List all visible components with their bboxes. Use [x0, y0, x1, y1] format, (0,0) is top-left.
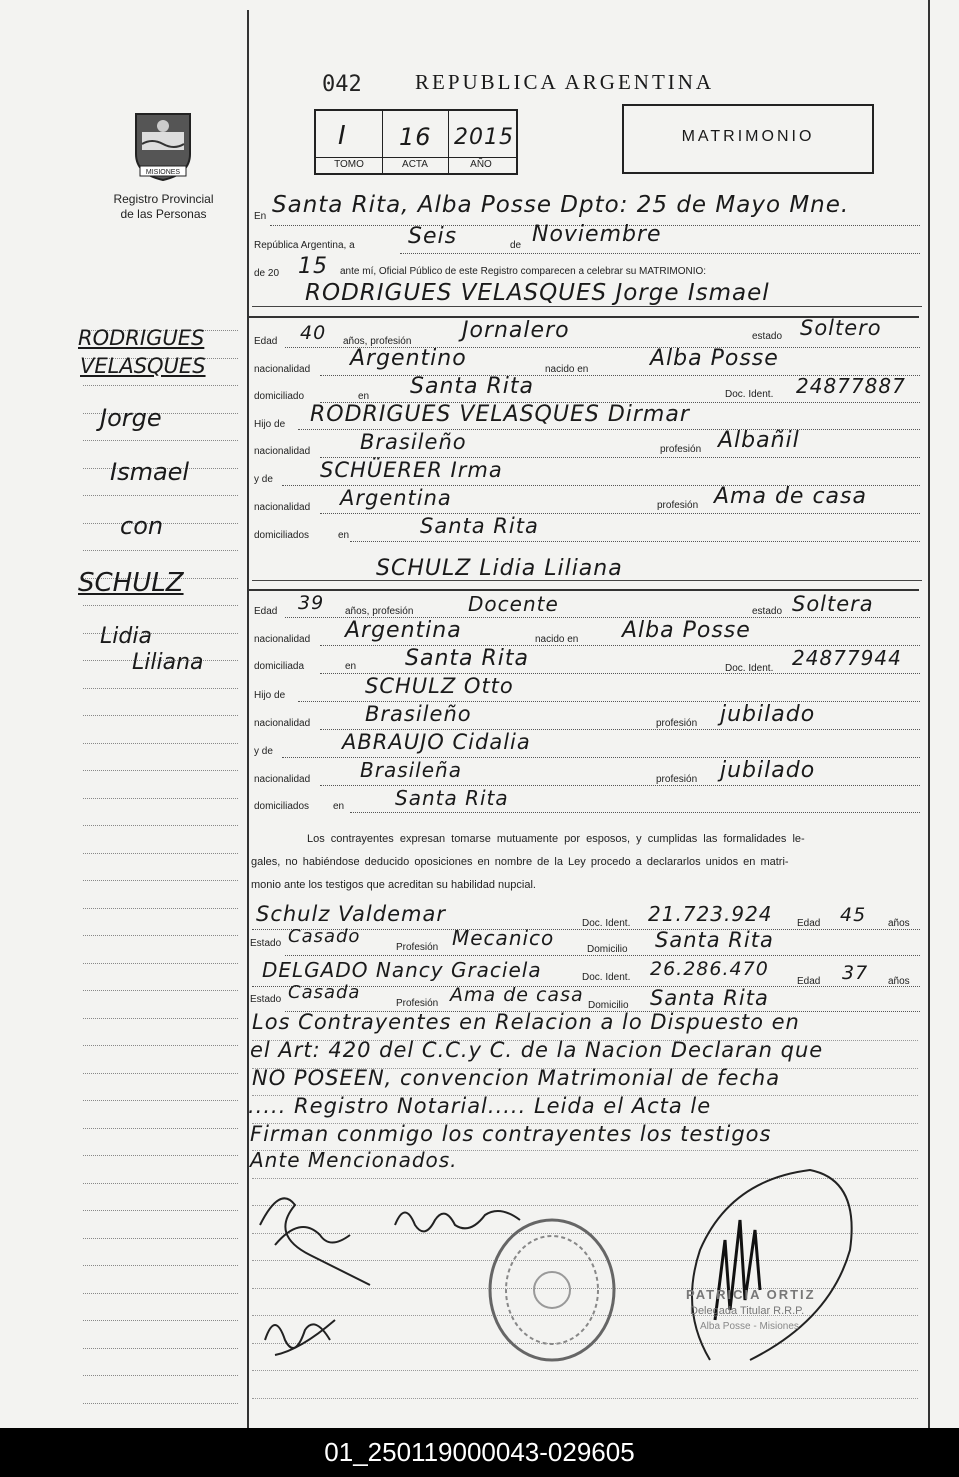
month-de-label: de: [510, 240, 522, 251]
bride-doc-label: Doc. Ident.: [725, 663, 774, 674]
margin-rule-line: [83, 1018, 238, 1019]
groom-hijo-label: Hijo de: [254, 419, 286, 430]
bride-mother: ABRAUJO Cidalia: [342, 730, 531, 754]
page-left-border: [247, 10, 249, 1428]
bride-father-nat: Brasileño: [365, 702, 472, 726]
groom-mother: SCHÜERER Irma: [320, 458, 503, 482]
groom-mother-nat: Argentina: [340, 486, 452, 510]
groom-nac-label: nacionalidad: [254, 364, 311, 375]
witness2-anos-label: años: [888, 976, 910, 987]
groom-parents-dom: Santa Rita: [420, 514, 539, 538]
margin-rule-line: [83, 1238, 238, 1239]
bride-edad-label: Edad: [254, 606, 278, 617]
note-line-5: Firman conmigo los contrayentes los testigos: [250, 1122, 772, 1146]
bride-full-name: SCHULZ Lidia Liliana: [376, 556, 623, 581]
place: Santa Rita, Alba Posse Dpto: 25 de Mayo Mne.: [272, 192, 850, 218]
groom-estado-label: estado: [752, 331, 783, 342]
margin-con: con: [120, 512, 164, 540]
tomo-acta-box: [314, 109, 518, 175]
declaration-line-2: gales, no habiéndose deducido oposiciones en nombre de la Ley procedo a declararlos unidos en matri-: [251, 856, 789, 868]
country-title: REPUBLICA ARGENTINA: [415, 70, 715, 94]
note-line-4: ..... Registro Notarial..... Leida el Acta le: [248, 1094, 712, 1118]
note-line-2: el Art: 420 del C.C.y C. de la Nacion Declaran que: [250, 1038, 824, 1062]
margin-rule-line: [83, 990, 238, 991]
en-label: En: [254, 211, 267, 222]
groom-mother-prof: Ama de casa: [714, 484, 867, 509]
groom-age: 40: [300, 322, 327, 344]
bride-mother-nat-label: nacionalidad: [254, 774, 311, 785]
margin-rule-line: [83, 715, 238, 716]
witness1-dom-label: Domicilio: [587, 944, 628, 955]
margin-rule-line: [83, 1265, 238, 1266]
groom-estado: Soltero: [800, 316, 882, 340]
bride-dom-label: domiciliada: [254, 661, 305, 672]
stamp-name: PATRICIA ORTIZ: [686, 1287, 816, 1302]
province-seal-icon: [128, 108, 198, 184]
month: Noviembre: [532, 222, 662, 247]
witness2-estado-label: Estado: [250, 994, 282, 1005]
record-type-box: [622, 104, 874, 174]
margin-rule-line: [83, 605, 238, 606]
act-number: 042: [322, 72, 362, 97]
bride-estado: Soltera: [792, 592, 874, 616]
groom-nationality: Argentino: [350, 346, 467, 371]
margin-rule-line: [83, 1320, 238, 1321]
margin-groom-surname-1: RODRIGUES: [78, 326, 205, 350]
acta-value: 16: [399, 123, 432, 151]
bride-mother-nat: Brasileña: [360, 758, 462, 782]
bride-age: 39: [298, 592, 325, 614]
margin-rule-line: [83, 1403, 238, 1404]
margin-rule-line: [83, 1100, 238, 1101]
groom-parents-en-label: en: [338, 530, 350, 541]
note-rule-line: [252, 1370, 918, 1371]
groom-father-nat-label: nacionalidad: [254, 446, 311, 457]
groom-parents-dom-label: domiciliados: [254, 530, 310, 541]
witness1-estado-label: Estado: [250, 938, 282, 949]
margin-rule-line: [83, 688, 238, 689]
bride-profession: Docente: [468, 592, 559, 616]
margin-rule-line: [83, 908, 238, 909]
margin-rule-line: [83, 825, 238, 826]
margin-rule-line: [83, 743, 238, 744]
margin-rule-line: [83, 1348, 238, 1349]
document-id-footer: 01_250119000043-029605: [0, 1428, 959, 1477]
witness1-anos-label: años: [888, 918, 910, 929]
bride-nationality: Argentina: [345, 618, 462, 643]
witness1-age: 45: [840, 904, 867, 926]
margin-rule-line: [83, 963, 238, 964]
registry-name: [96, 192, 231, 222]
seal-text: MISIONES: [145, 169, 181, 176]
margin-rule-line: [83, 935, 238, 936]
margin-rule-line: [83, 1155, 238, 1156]
year-suffix: 15: [298, 254, 328, 279]
bride-mother-prof-label: profesión: [656, 774, 698, 785]
witness1-doc: 21.723.924: [648, 902, 773, 926]
margin-rule-line: [83, 770, 238, 771]
groom-mother-prof-label: profesión: [657, 500, 699, 511]
groom-doc-label: Doc. Ident.: [725, 389, 774, 400]
day: Seis: [408, 224, 458, 249]
declaration-line-1: Los contrayentes expresan tomarse mutuamente por esposos, y cumplidas las formalidades le-: [307, 833, 805, 845]
witness2-profession: Ama de casa: [450, 984, 584, 1006]
margin-rule-line: [83, 1073, 238, 1074]
witness1-estado: Casado: [288, 926, 361, 947]
bride-birthplace: Alba Posse: [622, 618, 751, 643]
groom-dom-en-label: en: [358, 391, 370, 402]
bride-yde-label: y de: [254, 746, 273, 757]
anio-value: 2015: [454, 125, 514, 150]
registry-line: Registro Provincial de las Personas: [113, 192, 214, 221]
bride-anos-label: años, profesión: [345, 606, 414, 617]
groom-edad-label: Edad: [254, 336, 278, 347]
note-line-1: Los Contrayentes en Relacion a lo Dispuesto en: [252, 1010, 800, 1034]
bride-father-prof: jubilado: [720, 702, 816, 727]
groom-profession: Jornalero: [462, 318, 570, 343]
margin-groom-given-1: Jorge: [100, 404, 162, 432]
witness2-doc-label: Doc. Ident.: [582, 972, 631, 983]
margin-rule-line: [83, 880, 238, 881]
witness2-name: DELGADO Nancy Graciela: [262, 958, 542, 982]
margin-rule-line: [83, 385, 238, 386]
ante-text: ante mí, Oficial Público de este Registro comparecen a celebrar su MATRIMONIO:: [340, 266, 707, 277]
bride-parents-dom-label: domiciliados: [254, 801, 310, 812]
margin-bride-surname: SCHULZ: [78, 568, 184, 598]
bride-father-prof-label: profesión: [656, 718, 698, 729]
groom-yde-label: y de: [254, 474, 273, 485]
witness2-dom-label: Domicilio: [588, 1000, 629, 1011]
bride-domicile: Santa Rita: [405, 646, 529, 671]
margin-rule-line: [83, 1128, 238, 1129]
bride-parents-dom: Santa Rita: [395, 786, 509, 810]
witness2-prof-label: Profesión: [396, 998, 439, 1009]
year-prefix: de 20: [254, 268, 280, 279]
witness1-doc-label: Doc. Ident.: [582, 918, 631, 929]
margin-rule-line: [83, 495, 238, 496]
groom-father-prof-label: profesión: [660, 444, 702, 455]
groom-nacido-label: nacido en: [545, 364, 589, 375]
margin-rule-line: [83, 1293, 238, 1294]
bride-dom-en-label: en: [345, 661, 357, 672]
acta-label: ACTA: [402, 159, 428, 170]
groom-father: RODRIGUES VELASQUES Dirmar: [310, 402, 690, 427]
bride-father: SCHULZ Otto: [365, 674, 514, 698]
page-right-border: [928, 0, 930, 1428]
witness2-estado: Casada: [288, 982, 361, 1003]
witness1-name: Schulz Valdemar: [256, 902, 446, 926]
stamp-line-3: Alba Posse - Misiones: [700, 1321, 799, 1332]
bride-doc: 24877944: [792, 646, 902, 670]
signature-witness-icon: [255, 1300, 345, 1370]
groom-anos-label: años, profesión: [343, 336, 412, 347]
groom-doc: 24877887: [796, 374, 906, 398]
republica-label: República Argentina, a: [254, 240, 355, 251]
margin-rule-line: [83, 1183, 238, 1184]
margin-bride-given-2: Liliana: [132, 650, 204, 675]
bride-parents-en-label: en: [333, 801, 345, 812]
margin-rule-line: [83, 798, 238, 799]
witness2-domicile: Santa Rita: [650, 986, 769, 1010]
tomo-label: TOMO: [334, 159, 364, 170]
margin-rule-line: [83, 550, 238, 551]
margin-rule-line: [83, 1375, 238, 1376]
margin-groom-surname-2: VELASQUES: [80, 354, 206, 378]
margin-rule-line: [83, 1210, 238, 1211]
margin-rule-line: [83, 440, 238, 441]
anio-label: AÑO: [470, 159, 492, 170]
bride-estado-label: estado: [752, 606, 783, 617]
witness1-edad-label: Edad: [797, 918, 821, 929]
tomo-value: I: [338, 121, 347, 151]
stamp-line-2: Delegada Titular R.R.P.: [690, 1305, 805, 1317]
bride-nac-label: nacionalidad: [254, 634, 311, 645]
groom-domicile: Santa Rita: [410, 374, 534, 399]
groom-full-name: RODRIGUES VELASQUES Jorge Ismael: [305, 280, 770, 306]
declaration-line-3: monio ante los testigos que acreditan su habilidad nupcial.: [251, 879, 536, 891]
bride-hijo-label: Hijo de: [254, 690, 286, 701]
bride-mother-prof: jubilado: [720, 758, 816, 783]
bride-section-separator: [247, 589, 919, 591]
bride-father-nat-label: nacionalidad: [254, 718, 311, 729]
signature-groom-icon: [250, 1175, 400, 1295]
note-rule-line: [252, 1398, 918, 1399]
record-type: MATRIMONIO: [681, 128, 815, 145]
witness1-profession: Mecanico: [452, 926, 555, 950]
official-seal-icon: [485, 1215, 620, 1365]
groom-father-prof: Albañil: [718, 428, 800, 453]
witness2-age: 37: [842, 962, 869, 984]
groom-father-nat: Brasileño: [360, 430, 467, 454]
groom-birthplace: Alba Posse: [650, 346, 779, 371]
witness2-doc: 26.286.470: [650, 958, 769, 980]
groom-mother-nat-label: nacionalidad: [254, 502, 311, 513]
bride-nacido-label: nacido en: [535, 634, 579, 645]
witness1-prof-label: Profesión: [396, 942, 439, 953]
margin-groom-given-2: Ismael: [110, 458, 190, 486]
margin-bride-given-1: Lidia: [100, 624, 152, 649]
signature-official-icon: [670, 1160, 870, 1370]
margin-rule-line: [83, 1045, 238, 1046]
margin-rule-line: [83, 853, 238, 854]
note-line-6: Ante Mencionados.: [250, 1148, 458, 1172]
witness1-domicile: Santa Rita: [655, 928, 774, 952]
groom-dom-label: domiciliado: [254, 391, 305, 402]
note-line-3: NO POSEEN, convencion Matrimonial de fecha: [252, 1066, 781, 1090]
witness2-edad-label: Edad: [797, 976, 821, 987]
